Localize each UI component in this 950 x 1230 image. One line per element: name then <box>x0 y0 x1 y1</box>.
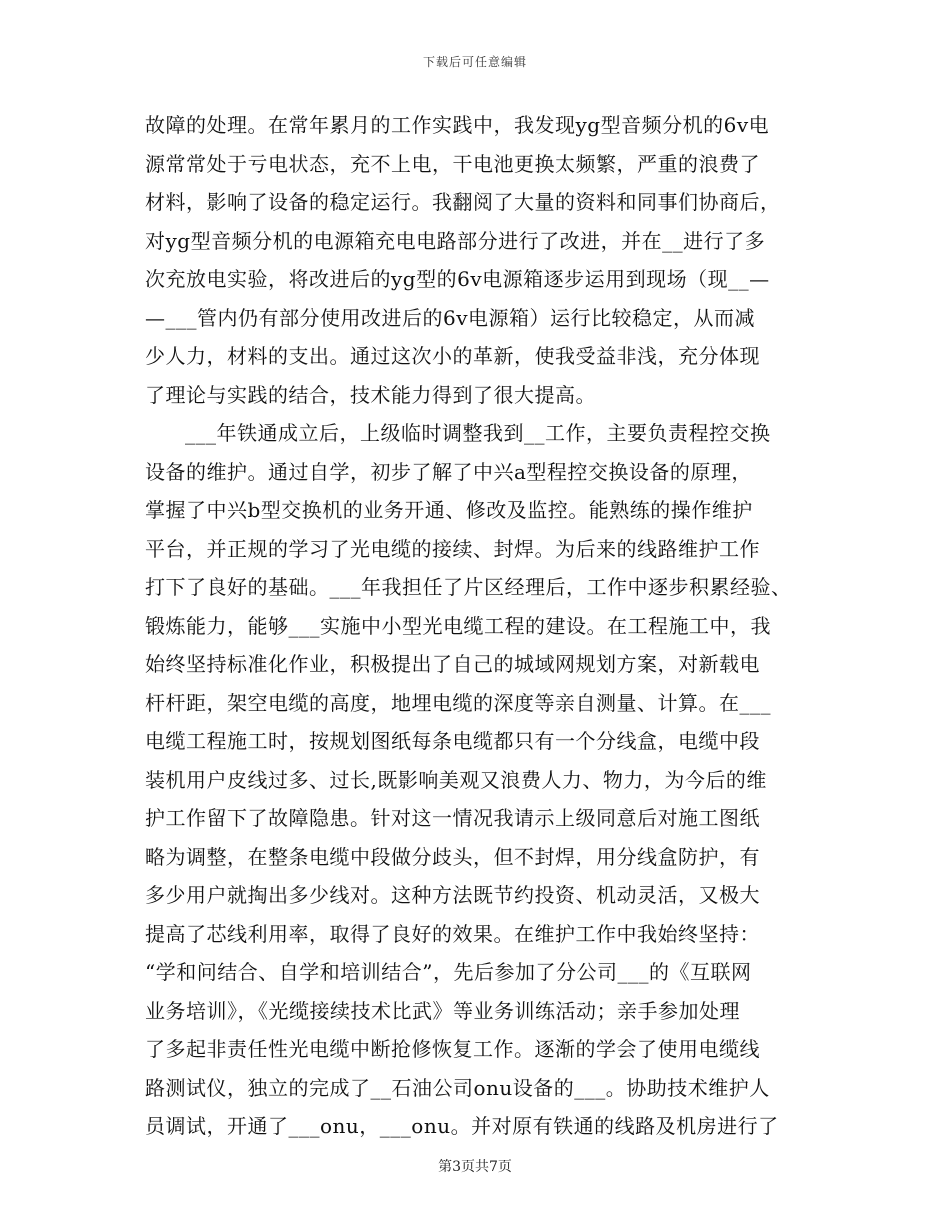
text-line: 了理论与实践的结合，技术能力得到了很大提高。 <box>145 382 596 407</box>
paragraph-first-line: ___年铁通成立后，上级临时调整我到__工作，主要负责程控交换 <box>185 421 771 445</box>
text-line: 少人力，材料的支出。通过这次小的革新，使我受益非浅，充分体现 <box>145 344 760 368</box>
text-line: 对yg型音频分机的电源箱充电电路部分进行了改进，并在__进行了多 <box>145 228 766 253</box>
text-line: 故障的处理。在常年累月的工作实践中，我发现yg型音频分机的6v电 <box>145 113 770 137</box>
text-line: 杆杆距，架空电缆的高度，地埋电缆的深度等亲自测量、计算。在___ <box>145 690 771 715</box>
text-line: 次充放电实验，将改进后的yg型的6v电源箱逐步运用到现场（现__— <box>145 267 770 291</box>
text-line: 了多起非责任性光电缆中断抢修恢复工作。逐渐的学会了使用电缆线 <box>145 1037 760 1061</box>
body-text <box>145 106 815 1146</box>
text-line: 业务培训》，《光缆接续技术比武》等业务训练活动；亲手参加处理 <box>145 998 740 1023</box>
text-line: “学和问结合、自学和培训结合”，先后参加了分公司___的《互联网 <box>145 960 752 984</box>
text-line: 路测试仪，独立的完成了__石油公司onu设备的___。协助技术维护人 <box>145 1075 770 1100</box>
page-number: 第3页共7页 <box>438 1159 512 1175</box>
text-line: 设备的维护。通过自学，初步了解了中兴a型程控交换设备的原理， <box>145 459 752 484</box>
text-line: 锻炼能力，能够___实施中小型光电缆工程的建设。在工程施工中，我 <box>145 613 771 638</box>
text-line: 略为调整，在整条电缆中段做分歧头，但不封焊，用分线盒防护，有 <box>145 844 760 869</box>
text-line: 材料，影响了设备的稳定运行。我翻阅了大量的资料和同事们协商后， <box>145 190 781 214</box>
text-line: 多少用户就掏出多少线对。这种方法既节约投资、机动灵活，又极大 <box>145 883 760 907</box>
text-line: 打下了良好的基础。___年我担任了片区经理后，工作中逐步积累经验、 <box>145 575 792 599</box>
text-line: 平台，并正规的学习了光电缆的接续、封焊。为后来的线路维护工作 <box>145 536 760 561</box>
text-line: 员调试，开通了___onu，___onu。并对原有铁通的线路及机房进行了 <box>145 1114 779 1138</box>
text-line: —___管内仍有部分使用改进后的6v电源箱）运行比较稳定，从而减 <box>145 305 756 330</box>
text-line: 电缆工程施工时，按规划图纸每条电缆都只有一个分线盒，电缆中段 <box>145 729 760 753</box>
text-line: 掌握了中兴b型交换机的业务开通、修改及监控。能熟练的操作维护 <box>145 498 753 522</box>
text-line: 始终坚持标准化作业，积极提出了自己的城域网规划方案，对新载电 <box>145 652 760 676</box>
text-line: 护工作留下了故障隐患。针对这一情况我请示上级同意后对施工图纸 <box>145 806 760 830</box>
text-line: 装机用户皮线过多、过长,既影响美观又浪费人力、物力，为今后的维 <box>145 767 767 792</box>
text-line: 提高了芯线利用率，取得了良好的效果。在维护工作中我始终坚持： <box>145 921 760 946</box>
page-header: 下载后可任意编辑 <box>422 55 527 69</box>
text-line: 源常常处于亏电状态，充不上电，干电池更换太频繁，严重的浪费了 <box>145 151 760 176</box>
